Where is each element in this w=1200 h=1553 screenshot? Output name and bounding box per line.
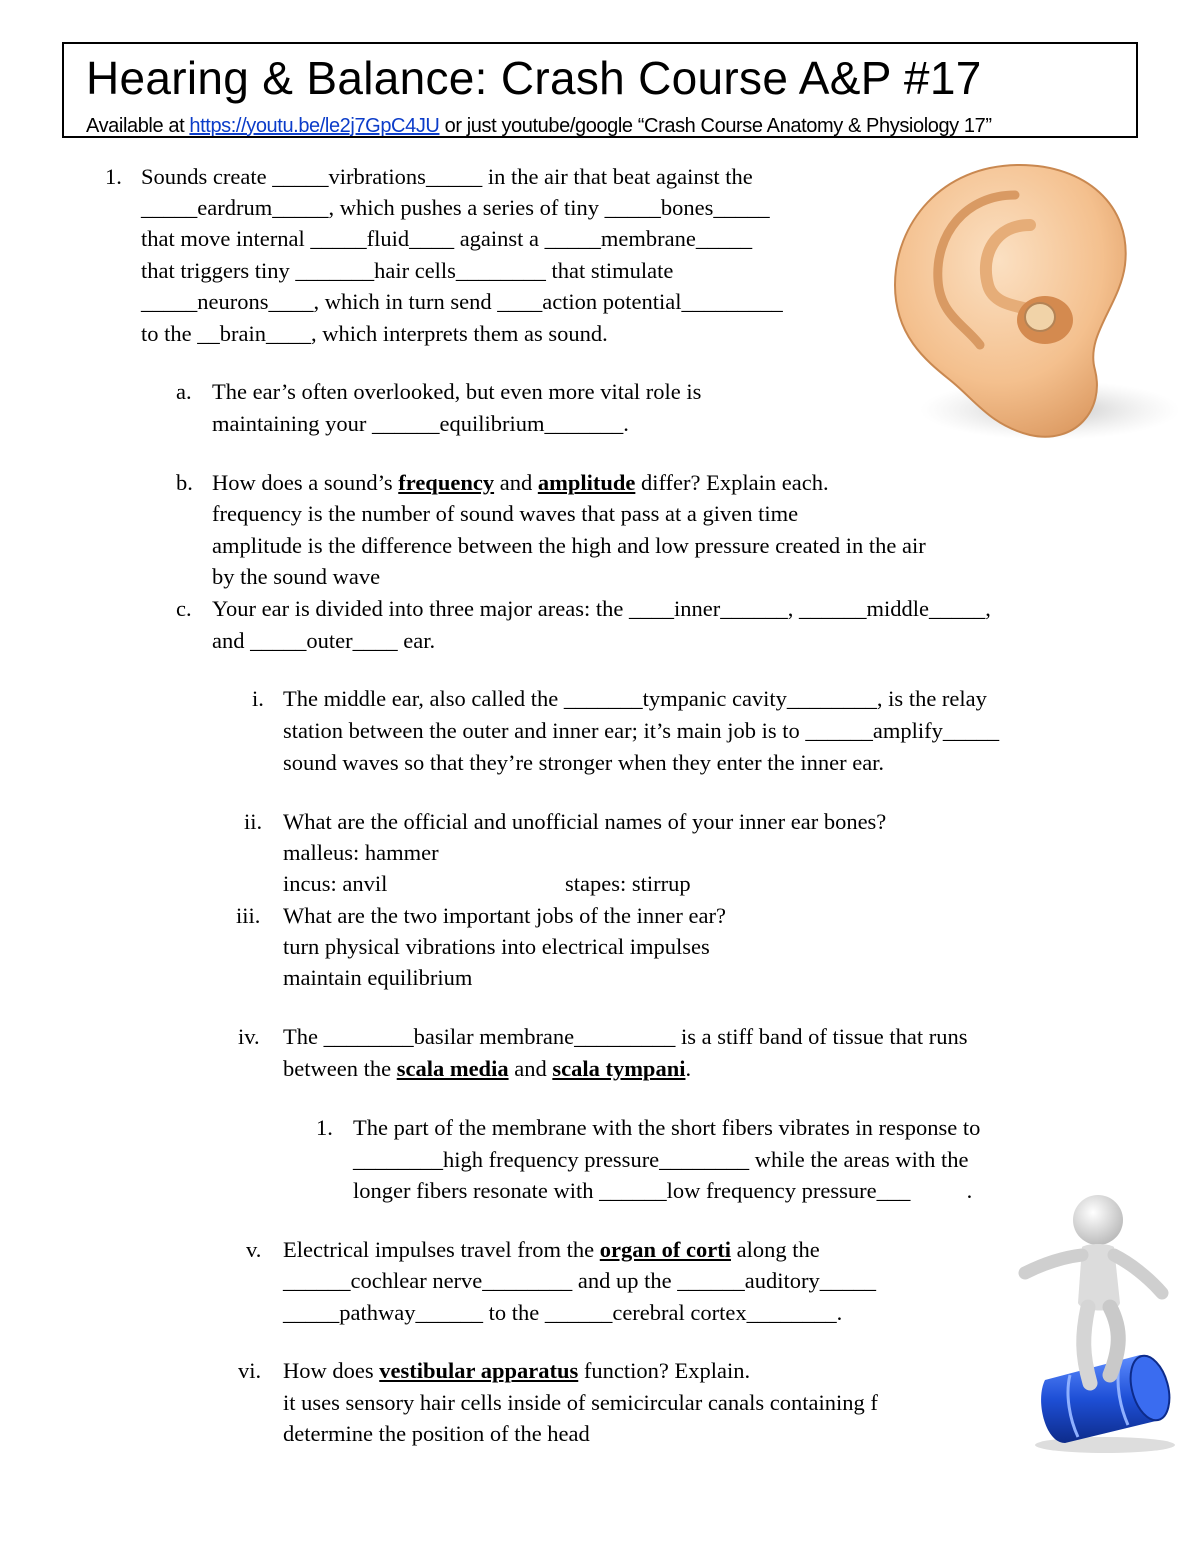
qiv-line2: [283, 1055, 691, 1083]
qb-answer: by the sound wave: [212, 564, 381, 589]
qv-marker: v.: [246, 1237, 262, 1262]
malleus-answer: malleus: hammer: [283, 840, 439, 865]
qb-answer: frequency is the number of sound waves that pass at a given time: [212, 501, 799, 526]
qiv1-line: ________high frequency pressure________ while the areas with the: [353, 1147, 969, 1172]
qb-question: [212, 469, 829, 497]
qiv-marker: iv.: [238, 1024, 260, 1049]
title-box: [62, 42, 1138, 138]
qiv-line: The ________basilar membrane_________ is a stiff band of tissue that runs: [283, 1024, 968, 1049]
q1-line: _____neurons____, which in turn send ____action potential_________: [141, 289, 783, 314]
qvi-answer: determine the position of the head: [283, 1421, 590, 1446]
balancing-figure-icon: [1010, 1185, 1190, 1455]
qa-line: maintaining your ______equilibrium_______.: [212, 411, 629, 436]
ear-icon: [880, 155, 1180, 470]
qb-post: differ? Explain each.: [635, 470, 829, 495]
qi-marker: i.: [252, 686, 264, 711]
qv-pre: Electrical impulses travel from the: [283, 1237, 600, 1262]
video-link[interactable]: https://youtu.be/le2j7GpC4JU: [189, 115, 440, 137]
qiv1-marker: 1.: [316, 1115, 333, 1140]
q1-line: to the __brain____, which interprets them as sound.: [141, 321, 608, 346]
qiv1-line: longer fibers resonate with ______low frequency pressure___ .: [353, 1178, 973, 1203]
qb-mid: and: [494, 470, 538, 495]
qii-marker: ii.: [244, 809, 263, 834]
qc-line: Your ear is divided into three major areas: the ____inner______, ______middle_____,: [212, 596, 991, 621]
qvi-answer: it uses sensory hair cells inside of semicircular canals containing f: [283, 1390, 878, 1415]
available-suffix: or just youtube/google “Crash Course Anatomy & Physiology 17”: [439, 115, 992, 137]
page-title: Hearing & Balance: Crash Course A&P #17: [86, 52, 982, 104]
qiv1-line: The part of the membrane with the short fibers vibrates in response to: [353, 1115, 981, 1140]
scala-media-term: scala media: [396, 1056, 509, 1081]
qi-line: station between the outer and inner ear; it’s main job is to ______amplify_____: [283, 718, 1000, 743]
qiv-post: .: [685, 1056, 692, 1081]
qv-line1: [283, 1236, 820, 1264]
available-prefix: Available at: [86, 115, 190, 137]
qc-line: and _____outer____ ear.: [212, 628, 436, 653]
qii-question: What are the official and unofficial names of your inner ear bones?: [283, 809, 887, 834]
qvi-question: [283, 1357, 750, 1385]
qb-pre: How does a sound’s: [212, 470, 399, 495]
qvi-post: function? Explain.: [578, 1358, 751, 1383]
qiii-line: What are the two important jobs of the inner ear?: [283, 903, 726, 928]
q1-number: 1.: [105, 164, 122, 189]
qv-post: along the: [730, 1237, 820, 1262]
qi-line: The middle ear, also called the _______tympanic cavity________, is the relay: [283, 686, 987, 711]
organ-of-corti-term: organ of corti: [599, 1237, 731, 1262]
qvi-marker: vi.: [238, 1358, 262, 1383]
qb-answer: amplitude is the difference between the high and low pressure created in the air: [212, 533, 926, 558]
q1-line: that move internal _____fluid____ against a _____membrane_____: [141, 226, 753, 251]
incus-answer: incus: anvil: [283, 871, 388, 896]
qiii-line: turn physical vibrations into electrical impulses: [283, 934, 710, 959]
qiv-pre: between the: [283, 1056, 397, 1081]
qiii-line: maintain equilibrium: [283, 965, 473, 990]
qa-line: The ear’s often overlooked, but even more vital role is: [212, 379, 702, 404]
scala-tympani-term: scala tympani: [552, 1056, 686, 1081]
subtitle: [86, 114, 1136, 138]
amplitude-term: amplitude: [537, 470, 636, 495]
qc-marker: c.: [176, 596, 192, 621]
qiii-marker: iii.: [236, 903, 261, 928]
qiv-mid: and: [508, 1056, 553, 1081]
q1-line: _____eardrum_____, which pushes a series of tiny _____bones_____: [141, 195, 770, 220]
qv-line: ______cochlear nerve________ and up the ______auditory_____: [283, 1268, 876, 1293]
vestibular-apparatus-term: vestibular apparatus: [379, 1358, 579, 1383]
frequency-term: frequency: [398, 470, 495, 495]
q1-line: Sounds create _____virbrations_____ in the air that beat against the: [141, 164, 753, 189]
stapes-answer: stapes: stirrup: [565, 871, 691, 896]
qvi-pre: How does: [283, 1358, 380, 1383]
q1-line: that triggers tiny _______hair cells________ that stimulate: [141, 258, 674, 283]
qa-marker: a.: [176, 379, 192, 404]
qi-line: sound waves so that they’re stronger when they enter the inner ear.: [283, 750, 885, 775]
qb-marker: b.: [176, 470, 193, 495]
qv-line: _____pathway______ to the ______cerebral cortex________.: [283, 1300, 843, 1325]
